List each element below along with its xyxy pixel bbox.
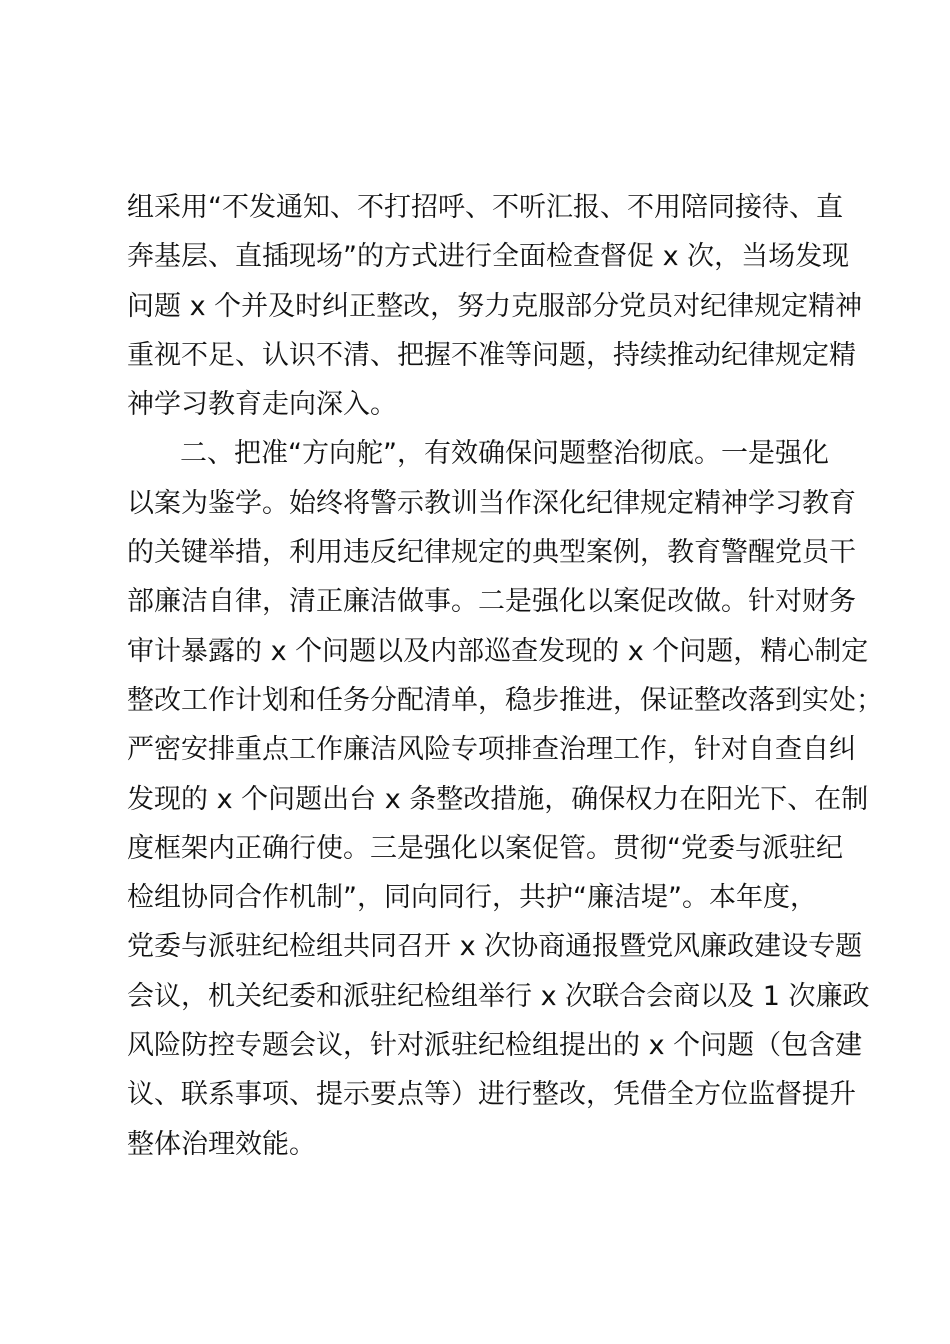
text-line: 整体治理效能。 [127,1128,316,1160]
text-line: 重视不足、认识不清、把握不准等问题，持续推动纪律规定精 [127,339,856,371]
text-line: 组采用“不发通知、不打招呼、不听汇报、不用陪同接待、直 [127,192,843,223]
text-line: 风险防控专题会议，针对派驻纪检组提出的 x 个问题（包含建 [127,1030,863,1062]
text-line: 整改工作计划和任务分配清单，稳步推进，保证整改落到实处； [127,684,883,716]
text-line: 检组协同合作机制”，同向同行，共护“廉洁堤”。本年度， [127,882,817,914]
text-line: 神学习教育走向深入。 [127,389,397,421]
text-line: 审计暴露的 x 个问题以及内部巡查发现的 x 个问题，精心制定 [127,635,869,667]
text-line: 的关键举措，利用违反纪律规定的典型案例，教育警醒党员干 [127,537,856,569]
text-line: 部廉洁自律，清正廉洁做事。二是强化以案促改做。针对财务 [127,586,856,618]
text-line: 度框架内正确行使。三是强化以案促管。贯彻“党委与派驻纪 [127,832,843,864]
text-line: 严密安排重点工作廉洁风险专项排查治理工作，针对自查自纠 [127,734,856,766]
text-line: 奔基层、直插现场”的方式进行全面检查督促 x 次，当场发现 [127,241,850,273]
text-line: 党委与派驻纪检组共同召开 x 次协商通报暨党风廉政建设专题 [127,931,863,963]
body-text [127,183,883,1169]
text-line: 会议，机关纪委和派驻纪检组举行 x 次联合会商以及 1 次廉政 [127,980,870,1012]
text-line: 问题 x 个并及时纠正整改，努力克服部分党员对纪律规定精神 [127,290,863,322]
text-line: 议、联系事项、提示要点等）进行整改，凭借全方位监督提升 [127,1079,856,1111]
text-line: 以案为鉴学。始终将警示教训当作深化纪律规定精神学习教育 [127,487,856,519]
text-line: 发现的 x 个问题出台 x 条整改措施，确保权力在阳光下、在制 [127,783,869,815]
section-heading-line: 二、把准“方向舵”，有效确保问题整治彻底。一是强化 [180,438,829,470]
